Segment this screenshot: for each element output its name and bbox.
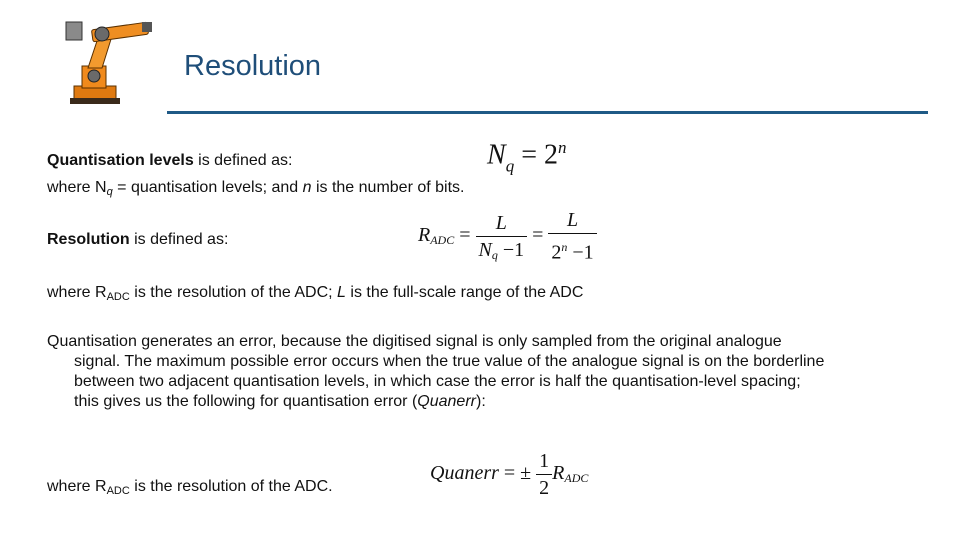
res-eq-equals-2: = (532, 223, 544, 246)
res-eq-lhs-sub: ADC (430, 232, 455, 247)
err-where-tail: is the resolution of the ADC. (129, 478, 333, 495)
robot-arm-logo (62, 14, 162, 106)
where-n: n (302, 179, 312, 196)
title-divider (167, 111, 928, 114)
where-sub: q (106, 186, 113, 198)
res-f2-den (548, 234, 596, 266)
res-fraction-2 (548, 207, 596, 266)
res-where-mid: is the resolution of the ADC; (129, 284, 338, 301)
quanerr-equation (430, 448, 588, 501)
res-where-tail: is the full-scale range of the ADC (345, 284, 584, 301)
res-f1-den (476, 237, 528, 263)
res-f1-den-b: −1 (497, 238, 525, 261)
error-line-2: signal. The maximum possible error occurs when the true value of the analogue signal is on the borderline (74, 353, 825, 370)
quantisation-definition-line (47, 151, 292, 171)
quantisation-error-paragraph (47, 332, 927, 412)
quantisation-where-line (47, 178, 464, 198)
where-tail: is the number of bits. (311, 179, 465, 196)
res-fraction-1 (476, 210, 528, 263)
resolution-term: Resolution (47, 231, 130, 248)
eq-op: = 2 (514, 139, 558, 171)
quanerr-num: 1 (536, 448, 552, 475)
eq-exp: n (557, 138, 567, 157)
err-where-sub: ADC (106, 485, 130, 497)
res-where-L: L (337, 284, 346, 301)
quanerr-r: R (552, 462, 565, 485)
res-f2-den-b: −1 (567, 241, 594, 264)
quantisation-lead-rest: is defined as: (193, 152, 293, 169)
quanerr-op: = ± (498, 462, 532, 485)
resolution-definition-line (47, 230, 228, 250)
res-f1-num: L (476, 210, 528, 237)
error-line-4-b: ): (475, 393, 486, 410)
err-where-prefix: where R (47, 478, 107, 495)
res-eq-equals-1: = (459, 223, 471, 246)
res-f1-den-a: N (478, 238, 492, 261)
error-line-4-a: this gives us the following for quantisation error ( (74, 393, 418, 410)
eq-lhs: N (487, 139, 506, 171)
quanerr-where-line (47, 477, 333, 497)
error-line-4-italic: Quanerr (417, 393, 476, 410)
quanerr-den: 2 (539, 477, 550, 499)
slide-title: Resolution (184, 50, 322, 82)
res-f2-den-exp: n (561, 240, 568, 254)
where-rest: = quantisation levels; and (112, 179, 303, 196)
quantisation-equation (487, 138, 567, 176)
res-f2-num: L (548, 207, 596, 234)
error-line-4 (47, 392, 927, 412)
res-f1-den-sub: q (491, 247, 498, 262)
resolution-lead-rest: is defined as: (129, 231, 229, 248)
res-where-prefix: where R (47, 284, 107, 301)
res-where-sub: ADC (106, 291, 130, 303)
resolution-where-line (47, 283, 583, 303)
quanerr-lhs: Quanerr (430, 462, 499, 485)
resolution-equation (418, 207, 597, 266)
quanerr-fraction (536, 448, 552, 501)
res-f2-den-a: 2 (551, 241, 562, 264)
where-prefix: where N (47, 179, 107, 196)
quantisation-term: Quantisation levels (47, 152, 194, 169)
eq-lhs-sub: q (505, 156, 515, 176)
error-line-1: Quantisation generates an error, because the digitised signal is only sampled from the original analogue (47, 333, 782, 350)
res-eq-lhs: R (418, 223, 431, 246)
quanerr-r-sub: ADC (564, 471, 589, 486)
error-line-3: between two adjacent quantisation levels, in which case the error is half the quantisation-level spacing; (74, 373, 801, 390)
